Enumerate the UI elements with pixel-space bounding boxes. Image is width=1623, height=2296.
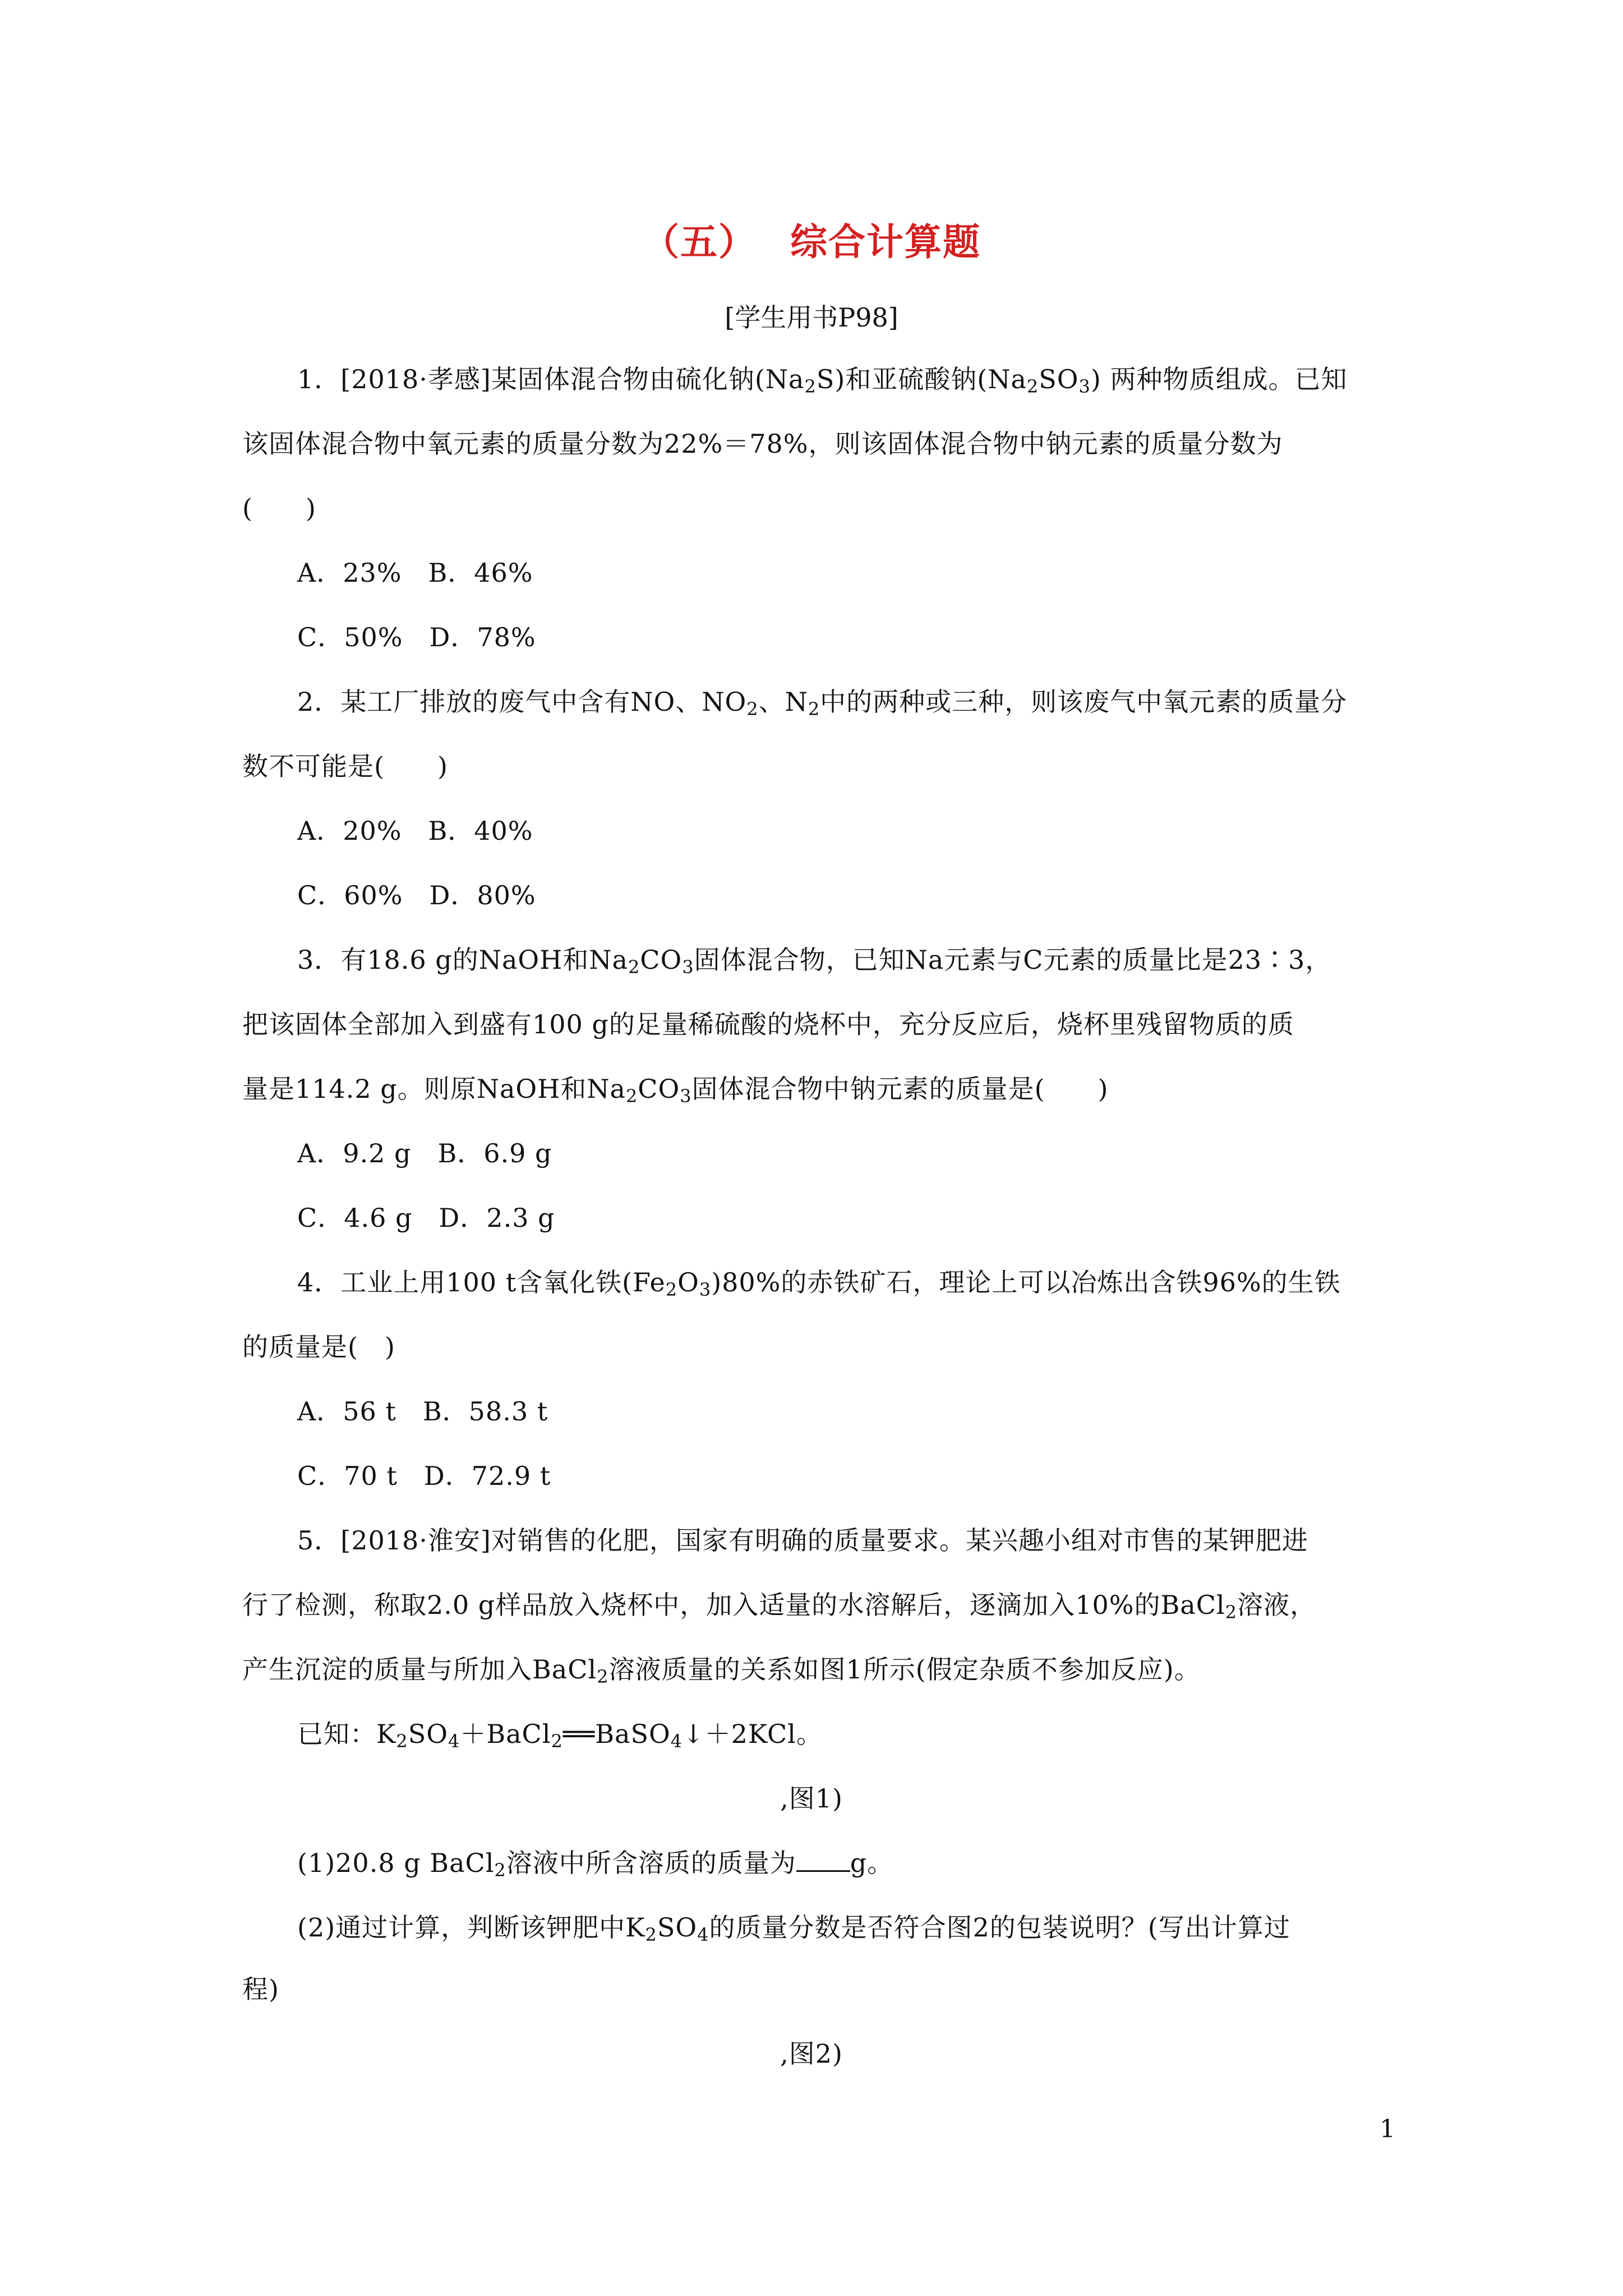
q5-line-2: 行了检测，称取2.0 g样品放入烧杯中，加入适量的水溶解后，逐滴加入10%的BaCl$_2$溶液，: [242, 1590, 1316, 1623]
page-number: 1: [1380, 2115, 1395, 2143]
q4-line-1: 4．工业上用100 t含氧化铁$(Fe_2O_3)80\%$的赤铁矿石，理论上可以冶炼出含铁96%的生铁: [297, 1267, 1341, 1300]
q5-part-2-line-1: (2)通过计算，判断该钾肥中$K_2SO_4$的质量分数是否符合图2的包装说明？(写出计算过: [297, 1912, 1290, 1945]
q5-known-equation: 已知：$K_2SO_4+BaCl_2══BaSO_4↓+2KCl$。: [297, 1719, 823, 1752]
answer-blank[interactable]: [796, 1849, 850, 1872]
q3-line-3: 量是114.2 g。则原NaOH和$Na_2CO_3$固体混合物中钠元素的质量是( ): [242, 1074, 1109, 1107]
q1-line-1: 1．[2018·孝感]某固体混合物由硫化钠$(Na_2S)$和亚硫酸钠$(Na_2SO_3)$ 两种物质组成。已知: [297, 364, 1348, 397]
q2-line-1: 2．某工厂排放的废气中含有NO、$NO_2$、$N_2$中的两种或三种，则该废气中氧元素的质量分: [297, 687, 1348, 720]
q1-line-3: ( ): [242, 493, 316, 523]
q5-part-2-line-2: 程): [242, 1974, 279, 2004]
q3-options-cd: C．4.6 g D．2.3 g: [297, 1203, 555, 1233]
q5-line-1: 5．[2018·淮安]对销售的化肥，国家有明确的质量要求。某兴趣小组对市售的某钾肥进: [297, 1525, 1308, 1556]
figure-2-caption: ,图2): [780, 2039, 843, 2069]
page-title: [0, 212, 1623, 265]
q5-line-3: 产生沉淀的质量与所加入BaCl$_2$溶液质量的关系如图1所示(假定杂质不参加反应)。: [242, 1654, 1201, 1687]
q3-options-ab: A．9.2 g B．6.9 g: [297, 1138, 552, 1168]
q1-options-cd: C．50% D．78%: [297, 622, 536, 652]
q4-line-2: 的质量是( ): [242, 1332, 395, 1362]
q4-options-ab: A．56 t B．58.3 t: [297, 1396, 548, 1427]
book-reference: [学生用书P98]: [725, 302, 898, 333]
figure-1-caption: ,图1): [780, 1783, 843, 1814]
q4-options-cd: C．70 t D．72.9 t: [297, 1461, 551, 1491]
q1-options-ab: A．23% B．46%: [297, 558, 533, 588]
q3-line-1: 3．有18.6 g的NaOH和$Na_2CO_3$固体混合物，已知Na元素与C元素的质量比是23∶3，: [297, 945, 1332, 978]
q2-line-2: 数不可能是( ): [242, 751, 448, 781]
q1-line-2: 该固体混合物中氧元素的质量分数为22%＝78%，则该固体混合物中钠元素的质量分数为: [242, 429, 1283, 459]
section-title: 综合计算题: [790, 220, 981, 264]
q2-options-cd: C．60% D．80%: [297, 880, 536, 910]
q3-line-2: 把该固体全部加入到盛有100 g的足量稀硫酸的烧杯中，充分反应后，烧杯里残留物质的质: [242, 1009, 1294, 1039]
q5-part-1: (1)20.8 g BaCl$_2$溶液中所含溶质的质量为 g。: [297, 1848, 894, 1881]
q2-options-ab: A．20% B．40%: [297, 816, 533, 846]
section-number: （五）: [642, 220, 757, 264]
